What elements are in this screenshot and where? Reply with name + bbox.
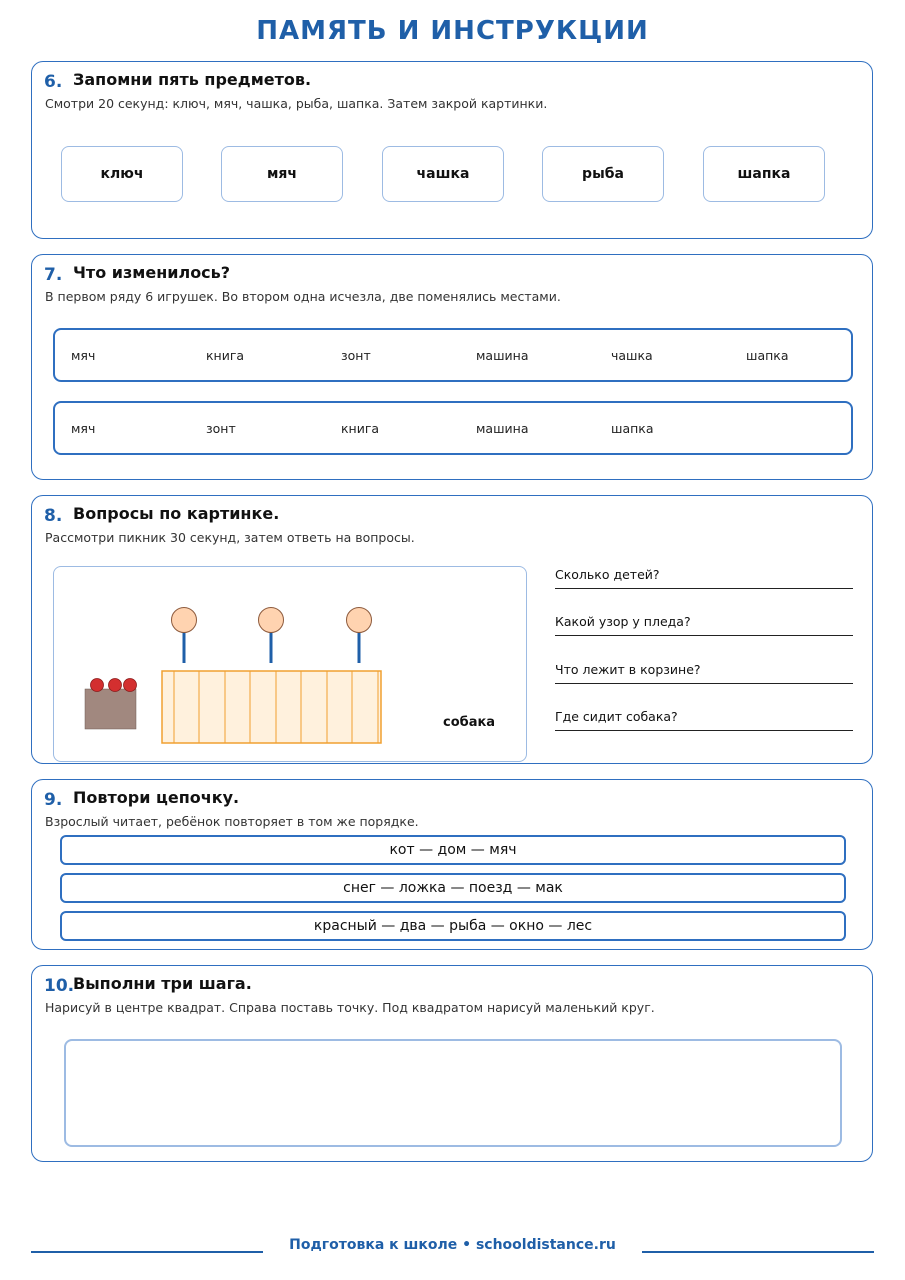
task-instruction: Рассмотри пикник 30 секунд, затем ответь на вопросы. [45, 530, 415, 545]
task-instruction: Смотри 20 секунд: ключ, мяч, чашка, рыба, шапка. Затем закрой картинки. [45, 96, 548, 111]
toy-item: мяч [71, 348, 96, 363]
word-chain: снег — ложка — поезд — мак [60, 873, 846, 903]
task-instruction: Нарисуй в центре квадрат. Справа поставь точку. Под квадратом нарисуй маленький круг. [45, 1000, 655, 1015]
memory-item-card: ключ [61, 146, 183, 202]
task-number: 6. [44, 72, 63, 92]
toy-row-second [53, 401, 853, 455]
task-title: Запомни пять предметов. [73, 70, 312, 89]
toy-item: машина [476, 348, 529, 363]
task-number: 9. [44, 790, 63, 810]
memory-item-card: рыба [542, 146, 664, 202]
task-title: Что изменилось? [73, 263, 231, 282]
question-line: Какой узор у пледа? [555, 614, 853, 636]
drawing-area[interactable] [64, 1039, 842, 1147]
child-figure [172, 608, 197, 664]
task-instruction: В первом ряду 6 игрушек. Во втором одна исчезла, две поменялись местами. [45, 289, 561, 304]
task-title: Выполни три шага. [73, 974, 252, 993]
task-number: 7. [44, 265, 63, 285]
question-line: Что лежит в корзине? [555, 662, 853, 684]
child-figure [259, 608, 284, 664]
toy-item: книга [206, 348, 245, 363]
word-chain: кот — дом — мяч [60, 835, 846, 865]
toy-item: машина [476, 421, 529, 436]
toy-item: шапка [611, 421, 654, 436]
question-line: Сколько детей? [555, 567, 853, 589]
task-7-card [31, 254, 873, 480]
task-6-card [31, 61, 873, 239]
task-9-card [31, 779, 873, 950]
toy-row-first [53, 328, 853, 382]
task-number: 8. [44, 506, 63, 526]
toy-item: книга [341, 421, 380, 436]
toy-item: зонт [341, 348, 371, 363]
picnic-blanket [162, 671, 381, 743]
dog-label: собака [443, 715, 496, 730]
task-instruction: Взрослый читает, ребёнок повторяет в том же порядке. [45, 814, 419, 829]
picnic-picture [53, 566, 527, 762]
word-chain: красный — два — рыба — окно — лес [60, 911, 846, 941]
toy-item: зонт [206, 421, 236, 436]
memory-item-card: чашка [382, 146, 504, 202]
basket-with-apples [85, 679, 137, 730]
memory-item-card: мяч [221, 146, 343, 202]
task-10-card [31, 965, 873, 1162]
memory-item-card: шапка [703, 146, 825, 202]
task-number: 10. [44, 976, 75, 996]
task-title: Вопросы по картинке. [73, 504, 280, 523]
toy-item: мяч [71, 421, 96, 436]
toy-item: чашка [611, 348, 653, 363]
question-line: Где сидит собака? [555, 709, 853, 731]
toy-item: шапка [746, 348, 789, 363]
task-title: Повтори цепочку. [73, 788, 240, 807]
task-8-card [31, 495, 873, 764]
page-title: ПАМЯТЬ И ИНСТРУКЦИИ [256, 16, 649, 46]
child-figure [347, 608, 372, 664]
footer-text: Подготовка к школе • schooldistance.ru [289, 1237, 616, 1253]
